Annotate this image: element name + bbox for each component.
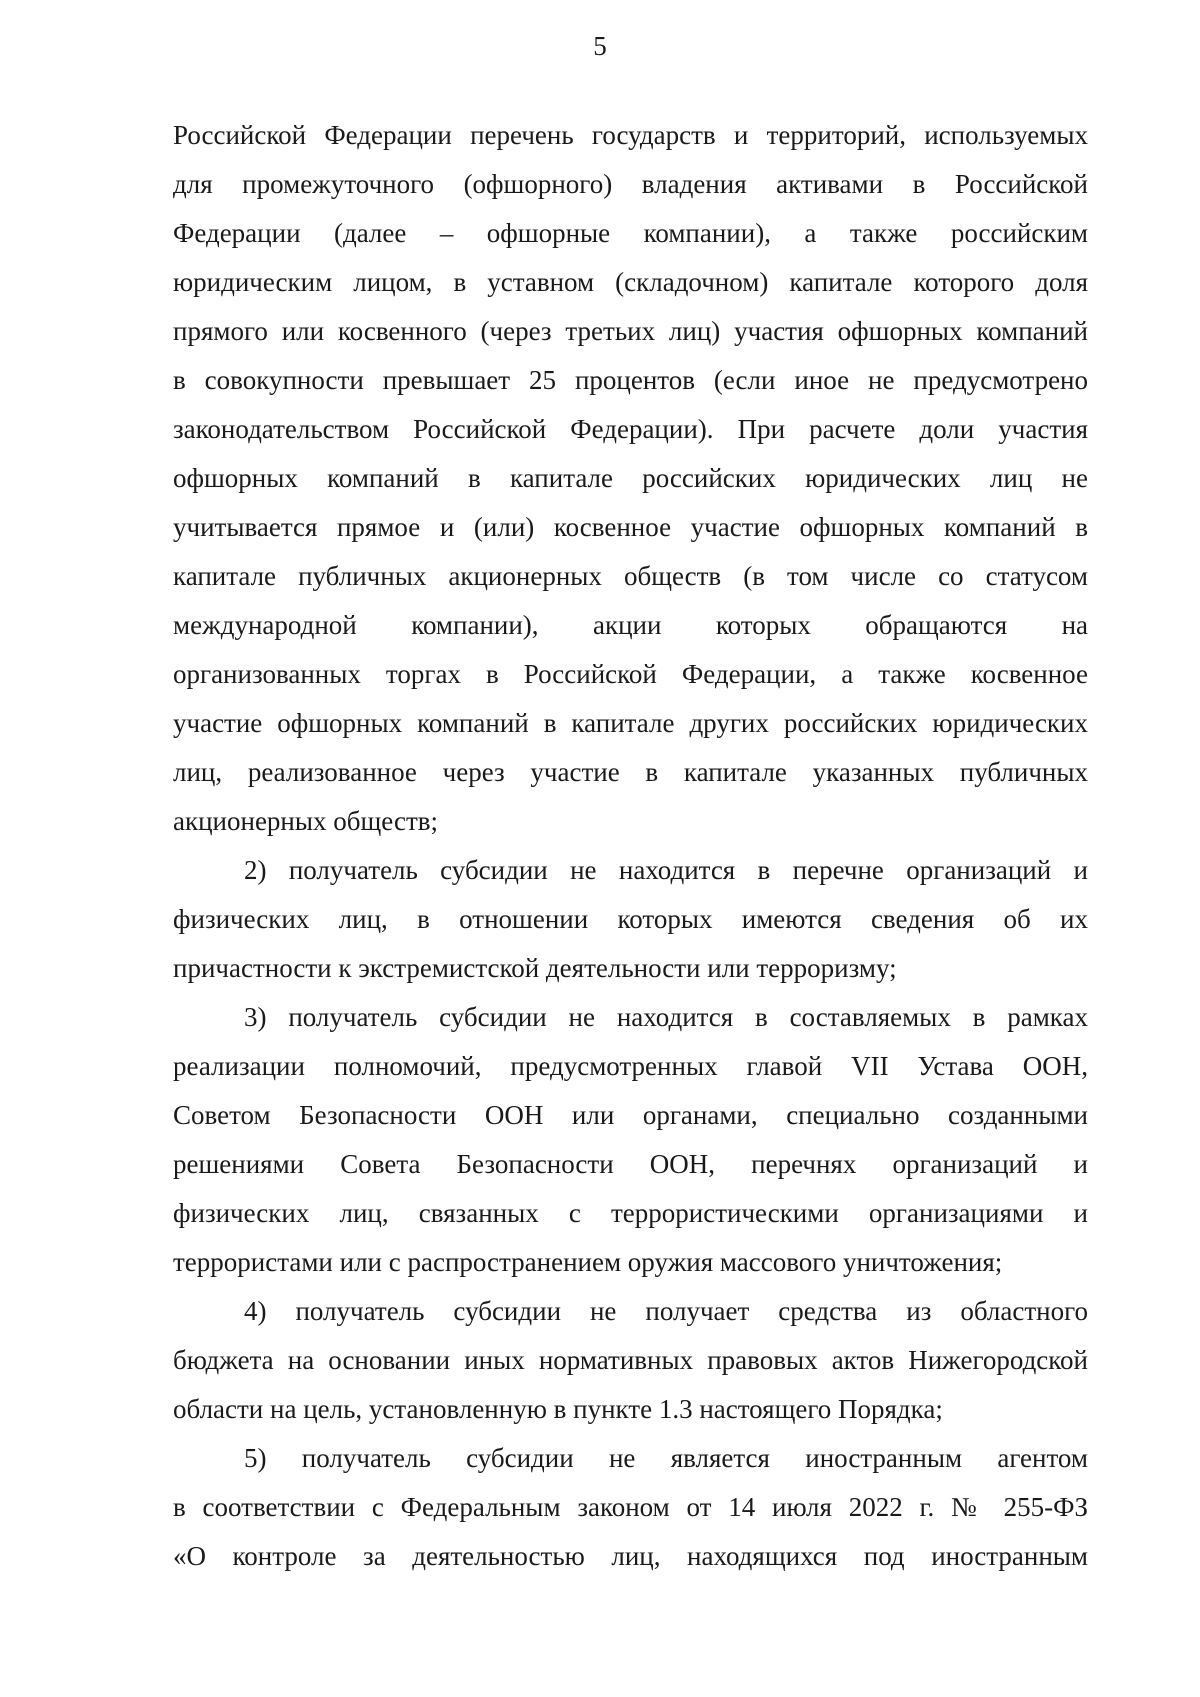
text-line: акционерных обществ; — [173, 806, 438, 836]
text-line: решениями Совета Безопасности ООН, перечнях организаций и — [173, 1149, 1088, 1179]
list-item-4-line: 4) получатель субсидии не получает средства из областного — [244, 1296, 1088, 1326]
text-line: «О контроле за деятельностью лиц, находящихся под иностранным — [173, 1541, 1088, 1571]
text-line: офшорных компаний в капитале российских юридических лиц не — [173, 463, 1088, 493]
text-line: в совокупности превышает 25 процентов (если иное не предусмотрено — [173, 365, 1088, 395]
text-line: для промежуточного (офшорного) владения активами в Российской — [173, 169, 1088, 199]
text-line: международной компании), акции которых обращаются на — [173, 610, 1088, 640]
text-line: причастности к экстремистской деятельности или терроризму; — [173, 953, 897, 983]
text-line: организованных торгах в Российской Федерации, а также косвенное — [173, 659, 1088, 689]
text-line: Советом Безопасности ООН или органами, специально созданными — [173, 1100, 1088, 1130]
text-line: юридическим лицом, в уставном (складочном) капитале которого доля — [173, 267, 1088, 297]
list-item-3-line: 3) получатель субсидии не находится в составляемых в рамках — [244, 1002, 1088, 1032]
text-line: физических лиц, в отношении которых имеются сведения об их — [173, 904, 1088, 934]
text-line: Федерации (далее – офшорные компании), а также российским — [173, 218, 1088, 248]
text-line: капитале публичных акционерных обществ (в том числе со статусом — [173, 561, 1088, 591]
page-number: 5 — [593, 31, 607, 61]
text-line: бюджета на основании иных нормативных правовых актов Нижегородской — [173, 1345, 1088, 1375]
text-line: Российской Федерации перечень государств и территорий, используемых — [173, 120, 1088, 150]
text-line: реализации полномочий, предусмотренных главой VII Устава ООН, — [173, 1051, 1088, 1081]
text-line: прямого или косвенного (через третьих лиц) участия офшорных компаний — [173, 316, 1088, 346]
text-line: физических лиц, связанных с террористическими организациями и — [173, 1198, 1088, 1228]
text-line: законодательством Российской Федерации). При расчете доли участия — [173, 414, 1088, 444]
text-line: участие офшорных компаний в капитале других российских юридических — [173, 708, 1088, 738]
list-item-2-line: 2) получатель субсидии не находится в перечне организаций и — [244, 855, 1088, 885]
list-item-5-line: 5) получатель субсидии не является иностранным агентом — [244, 1443, 1088, 1473]
text-line: террористами или с распространением оружия массового уничтожения; — [173, 1247, 1003, 1277]
text-line: учитывается прямое и (или) косвенное участие офшорных компаний в — [173, 512, 1088, 542]
document-body — [173, 111, 1088, 1581]
text-line: лиц, реализованное через участие в капитале указанных публичных — [173, 757, 1088, 787]
text-line: области на цель, установленную в пункте 1.3 настоящего Порядка; — [173, 1394, 943, 1424]
text-line: в соответствии с Федеральным законом от 14 июля 2022 г. № 255-ФЗ — [173, 1492, 1088, 1522]
